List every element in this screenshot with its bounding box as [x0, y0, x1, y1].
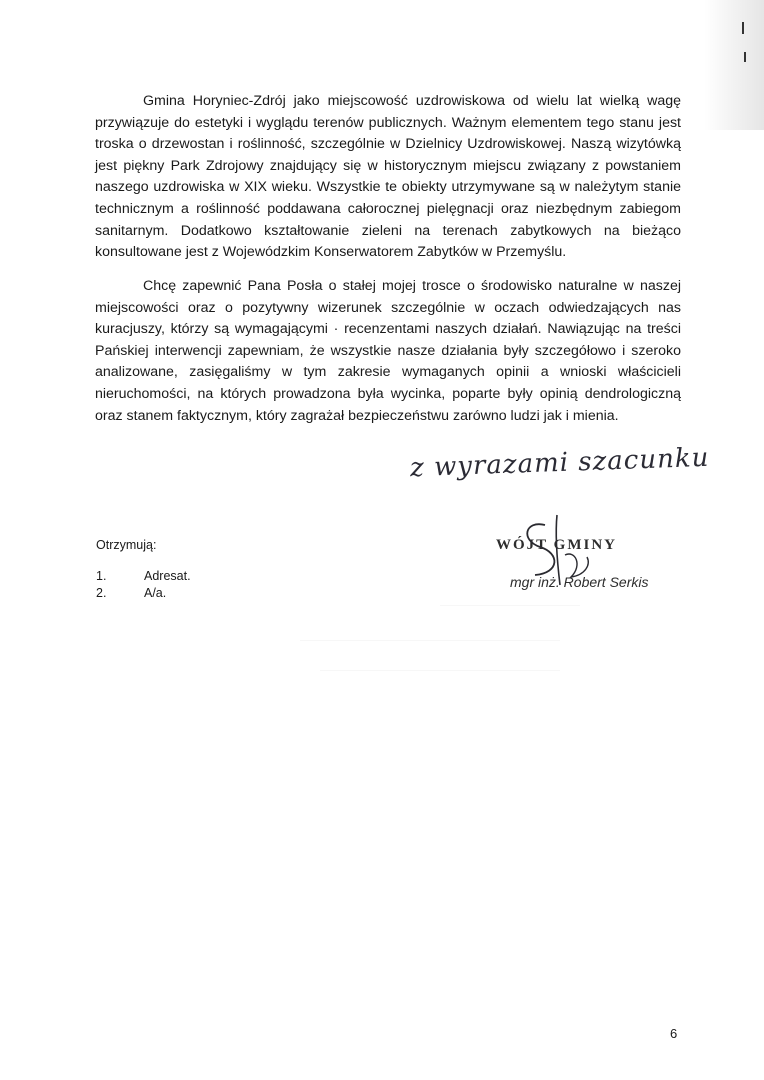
handwritten-closing: z wyrazami szacunku: [409, 442, 710, 484]
body-paragraph-2: Chcę zapewnić Pana Posła o stałej mojej trosce o środowisko naturalne w naszej miejscowości oraz o pozytywny wizerunek szczególnie w oczach odwiedzających nas kuracjuszy, którzy są wymagającymi · recenzentami naszych działań. Nawiązując na treści Pańskiej interwencji zapewniam, że wszystkie nasze działania były szczegółowo i szeroko analizowane, zasięgaliśmy w tym zakresie wymaganych opinii a wnioski właścicieli nieruchomości, na których prowadzona była wycinka, poparte były opinią dendrologiczną oraz stanem faktycznym, który zagrażał bezpieczeństwu zarówno ludzi jak i mienia.: [95, 278, 681, 424]
list-item-number: 1.: [96, 569, 107, 583]
list-item-text: Adresat.: [144, 569, 191, 583]
list-item: [96, 585, 191, 602]
scan-edge-shadow: [704, 0, 764, 130]
recipients-heading: Otrzymują:: [96, 538, 157, 552]
body-paragraph-1: Gmina Horyniec-Zdrój jako miejscowość uzdrowiskowa od wielu lat wielką wagę przywiązuje do estetyki i wyglądu terenów publicznych. Ważnym elementem tego stanu jest troska o drzewostan i roślinność, szczególnie w Dzielnicy Uzdrowiskowej. Naszą wizytówką jest piękny Park Zdrojowy znajdujący się w historycznym miejscu związany z powstaniem naszego uzdrowiska w XIX wieku. Wszystkie te obiekty utrzymywane są w należytym stanie technicznym a roślinność poddawana całorocznej pielęgnacji oraz niezbędnym zabiegom sanitarnym. Dodatkowo kształtowanie zieleni na terenach zabytkowych na bieżąco konsultowane jest z Wojewódzkim Konserwatorem Zabytków w Przemyślu.: [95, 93, 681, 261]
list-item-number: 2.: [96, 586, 107, 600]
stamp-title: WÓJT GMINY: [496, 537, 617, 553]
scan-mark: [742, 22, 744, 34]
page-number: 6: [670, 1026, 678, 1041]
list-item-text: A/a.: [144, 586, 167, 600]
stamp-name: mgr inż. Robert Serkis: [510, 574, 649, 590]
scan-mark: [744, 52, 746, 62]
signature-scribble: [505, 505, 595, 595]
recipients-list: [96, 568, 191, 602]
list-item: [96, 568, 191, 585]
